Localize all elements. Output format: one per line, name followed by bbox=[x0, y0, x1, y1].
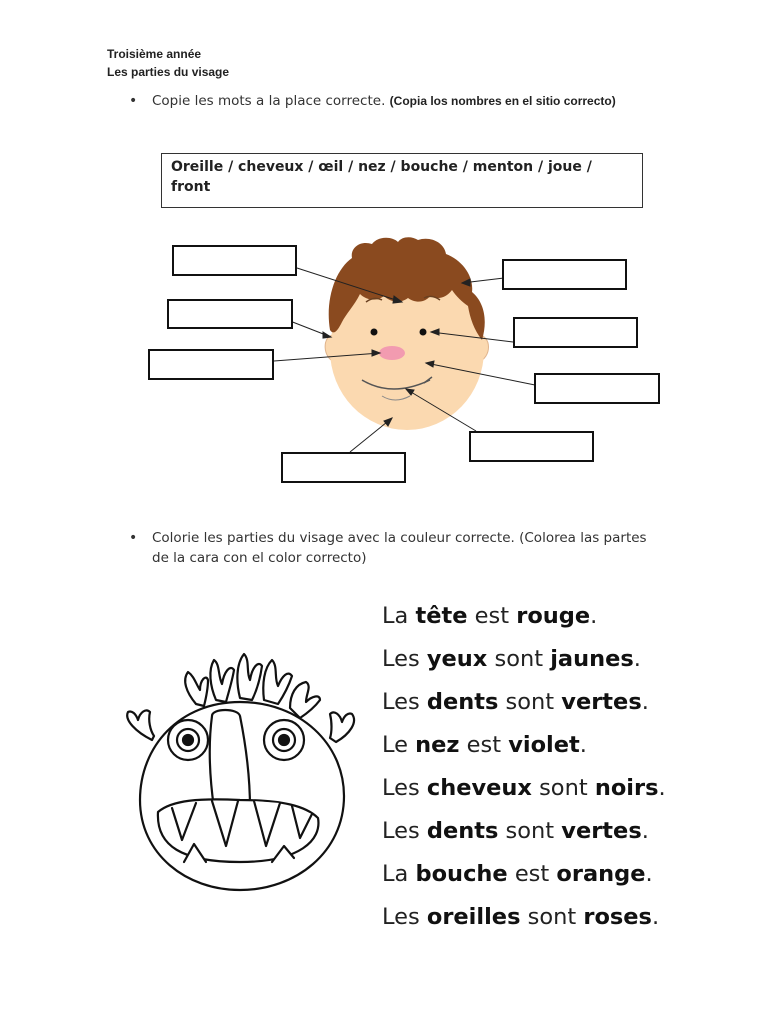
sentence-6: Les dents sont vertes. bbox=[382, 818, 649, 844]
sentence-1: La tête est rouge. bbox=[382, 603, 598, 629]
instruction-es: (Copia los nombres en el sitio correcto) bbox=[389, 94, 616, 108]
sentence-2: Les yeux sont jaunes. bbox=[382, 646, 641, 672]
instruction2-text: Colorie les parties du visage avec la couleur correcte. (Colorea las partes de la cara con el color correcto) bbox=[152, 530, 647, 566]
monster-hair-2 bbox=[210, 660, 234, 702]
bullet-icon: • bbox=[129, 93, 138, 109]
monster-hair-5 bbox=[290, 682, 320, 718]
sentence-7: La bouche est orange. bbox=[382, 861, 653, 887]
bullet-icon: • bbox=[129, 530, 138, 546]
grade-level: Troisième année bbox=[107, 47, 202, 61]
sentence-3: Les dents sont vertes. bbox=[382, 689, 649, 715]
monster-hair-4 bbox=[263, 660, 292, 704]
sentence-5: Les cheveux sont noirs. bbox=[382, 775, 666, 801]
sentence-4: Le nez est violet. bbox=[382, 732, 587, 758]
monster-right-ear bbox=[330, 712, 354, 742]
instruction-fr: Copie les mots a la place correcte. bbox=[152, 93, 386, 109]
word-list-box: Oreille / cheveux / œil / nez / bouche / menton / joue / front bbox=[161, 153, 643, 208]
sentence-8: Les oreilles sont roses. bbox=[382, 904, 660, 930]
monster-hair-1 bbox=[185, 672, 208, 706]
monster-left-ear bbox=[127, 710, 154, 740]
worksheet-title: Les parties du visage bbox=[107, 65, 230, 79]
color-sentences bbox=[382, 597, 666, 941]
monster-hair-3 bbox=[237, 654, 262, 700]
